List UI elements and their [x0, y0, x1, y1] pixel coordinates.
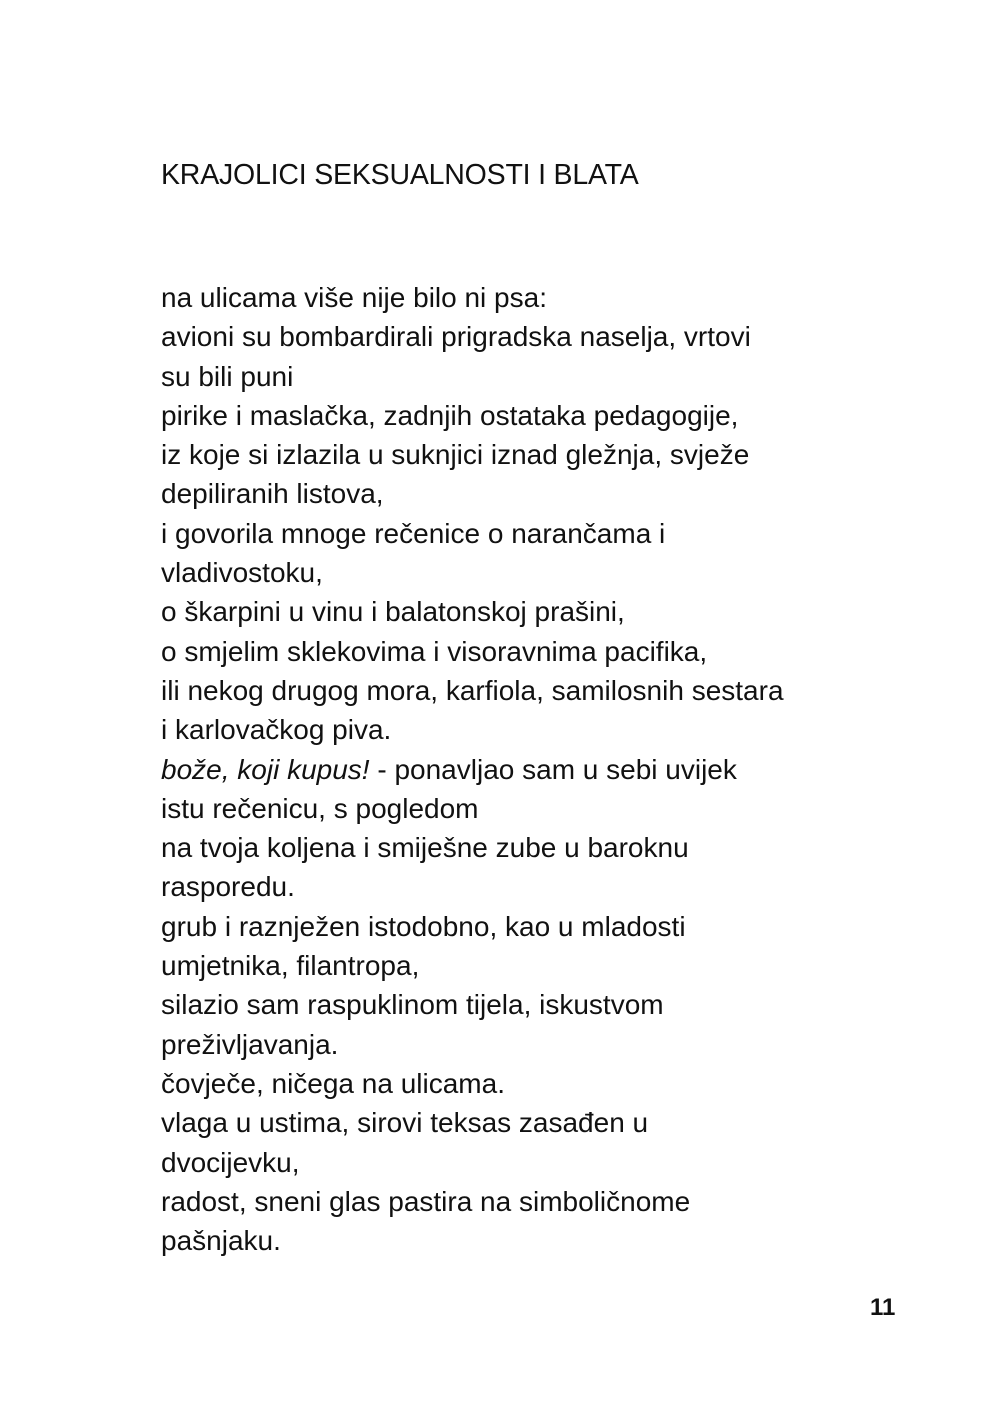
poem-line-italic: bože, koji kupus!	[161, 753, 370, 785]
poem-line: i karlovačkog piva.	[161, 714, 392, 746]
poem-line-text: - ponavljao sam u sebi uvijek	[369, 753, 737, 785]
poem-line: preživljavanja.	[161, 1028, 339, 1060]
poem-line: na ulicama više nije bilo ni psa:	[161, 282, 547, 313]
poem-line: pašnjaku.	[161, 1225, 281, 1257]
poem-line: i govorila mnoge rečenice o narančama i	[161, 517, 666, 549]
poem-line: ili nekog drugog mora, karfiola, samilosnih sestara	[161, 674, 784, 706]
poem-body	[161, 278, 881, 1260]
poem-line: vladivostoku,	[161, 557, 323, 589]
poem-line: o smjelim sklekovima i visoravnima pacifika,	[161, 635, 708, 667]
page-number: 11	[870, 1294, 896, 1321]
poem-line: avioni su bombardirali prigradska naselja, vrtovi	[161, 321, 751, 353]
poem-line: depiliranih listova,	[161, 478, 384, 510]
poem-title: KRAJOLICI SEKSUALNOSTI I BLATA	[161, 159, 639, 191]
poem-line: čovječe, ničega na ulicama.	[161, 1067, 505, 1099]
poem-line: silazio sam raspuklinom tijela, iskustvom	[161, 989, 664, 1021]
poem-line: grub i raznježen istodobno, kao u mladosti	[161, 910, 686, 942]
poem-line: na tvoja koljena i smiješne zube u baroknu	[161, 832, 689, 864]
poem-line: rasporedu.	[161, 871, 295, 903]
poem-line: istu rečenicu, s pogledom	[161, 792, 479, 824]
poem-line: vlaga u ustima, sirovi teksas zasađen u	[161, 1107, 649, 1139]
poem-line	[161, 750, 881, 789]
poem-line: dvocijevku,	[161, 1146, 300, 1178]
poem-line: iz koje si izlazila u suknjici iznad gležnja, svježe	[161, 439, 750, 471]
poem-line: pirike i maslačka, zadnjih ostataka pedagogije,	[161, 399, 739, 431]
poem-line: radost, sneni glas pastira na simboličnome	[161, 1185, 691, 1217]
poem-line: umjetnika, filantropa,	[161, 950, 420, 982]
poem-line: o škarpini u vinu i balatonskoj prašini,	[161, 596, 625, 628]
poem-line: su bili puni	[161, 360, 294, 392]
